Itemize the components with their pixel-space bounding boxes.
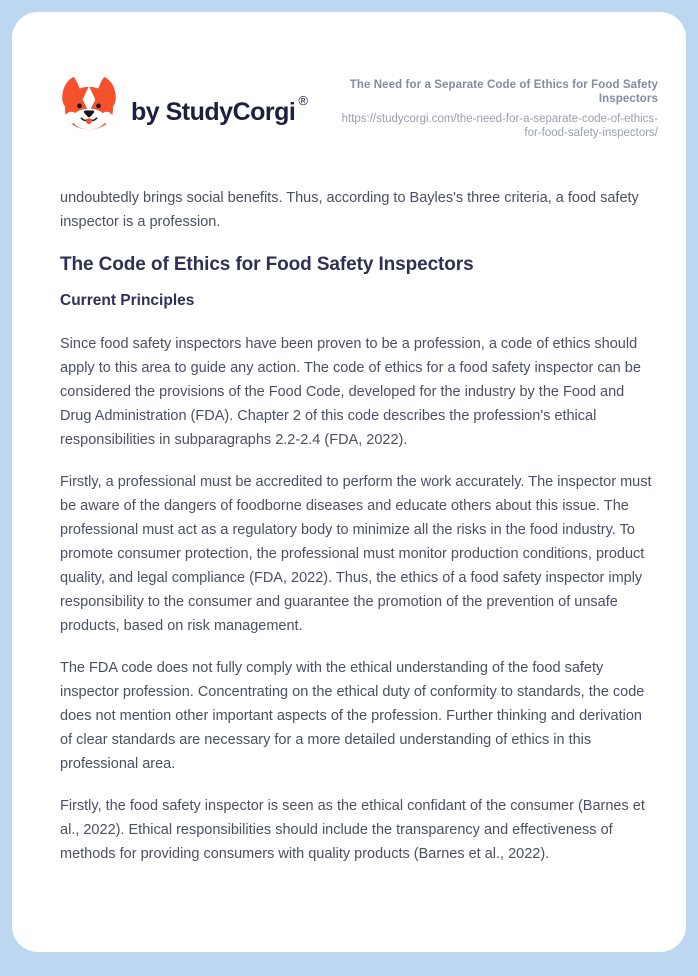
document-card — [12, 12, 686, 952]
corgi-logo-icon — [60, 76, 118, 134]
document-title: The Need for a Separate Code of Ethics for Food Safety Inspectors — [349, 79, 658, 106]
studycorgi-logo — [60, 76, 308, 134]
subsection-heading: Current Principles — [60, 292, 195, 310]
document-url: https://studycorgi.com/the-need-for-a-separate-code-of-ethics-for-food-safety-inspectors/ — [341, 112, 658, 139]
registered-trademark-symbol: ® — [298, 92, 308, 108]
paragraph-current-principles-1: Since food safety inspectors have been proven to be a profession, a code of ethics should apply to this area to guide any action. The code of ethics for a food safety inspector can be considered the provisions of the Food Code, developed for the industry by the Food and Drug Administration (FDA). Chapter 2 of this code describes the profession's ethical responsibilities in subparagraphs 2.2-2.4 (FDA, 2022). — [60, 336, 641, 449]
article-body — [60, 186, 658, 866]
paragraph-current-principles-4: Firstly, the food safety inspector is seen as the ethical confidant of the consumer (Barnes et al., 2022). Ethical responsibilities should include the transparency and effectiveness of methods for providing consumers with quality products (Barnes et al., 2022). — [60, 798, 645, 863]
paragraph-current-principles-3: The FDA code does not fully comply with the ethical understanding of the food safety inspector profession. Concentrating on the ethical duty of conformity to standards, the code does not mention other important aspects of the profession. Further thinking and derivation of clear standards are necessary for a more detailed understanding of ethics in this professional area. — [60, 660, 645, 773]
paragraph-current-principles-2: Firstly, a professional must be accredited to perform the work accurately. The inspector must be aware of the dangers of foodborne diseases and educate others about this issue. The professional must act as a regulatory body to minimize all the risks in the food industry. To promote consumer protection, the professional must monitor production conditions, product quality, and legal compliance (FDA, 2022). Thus, the ethics of a food safety inspector imply responsibility to the consumer and guarantee the promotion of the prevention of unsafe products, based on risk management. — [60, 474, 652, 635]
brand-wordmark — [131, 92, 308, 126]
brand-text: by StudyCorgi — [131, 97, 296, 126]
section-heading: The Code of Ethics for Food Safety Inspectors — [60, 254, 474, 276]
page-header — [60, 76, 658, 140]
intro-paragraph: undoubtedly brings social benefits. Thus, according to Bayles's three criteria, a food safety inspector is a profession. — [60, 190, 639, 231]
document-meta — [326, 76, 658, 140]
